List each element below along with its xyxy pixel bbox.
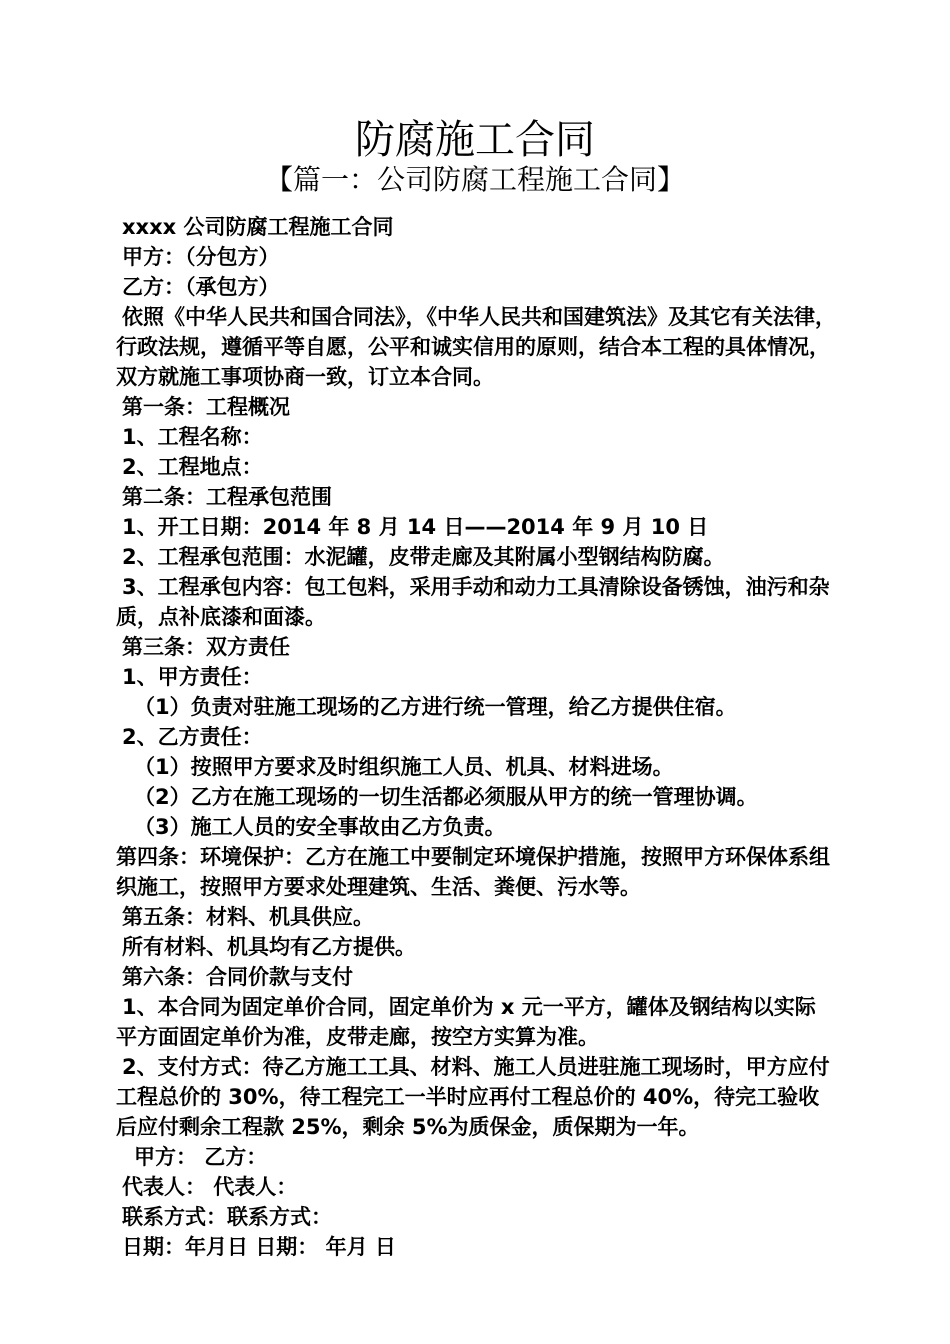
article-2-heading: 第二条：工程承包范围 [122, 485, 332, 509]
contract-body [116, 212, 836, 1262]
project-location-line: 2、工程地点： [122, 455, 263, 479]
signature-contact-line: 联系方式：联系方式： [122, 1205, 332, 1229]
document-subtitle: 【篇一：公司防腐工程施工合同】 [264, 163, 685, 196]
scope-line: 2、工程承包范围：水泥罐，皮带走廊及其附属小型钢结构防腐。 [122, 545, 725, 569]
document-title: 防腐施工合同 [355, 117, 595, 163]
party-b-line: 乙方：（承包方） [122, 275, 280, 299]
article-3-heading: 第三条：双方责任 [122, 635, 290, 659]
party-b-duty-item: （2）乙方在施工现场的一切生活都必须服从甲方的统一管理协调。 [134, 785, 758, 809]
article-1-heading: 第一条：工程概况 [122, 395, 290, 419]
contract-heading: xxxx 公司防腐工程施工合同 [122, 215, 394, 239]
supply-line: 所有材料、机具均有乙方提供。 [122, 935, 416, 959]
party-a-line: 甲方：（分包方） [122, 245, 280, 269]
content-paragraph: 3、工程承包内容：包工包料，采用手动和动力工具清除设备锈蚀，油污和杂质，点补底漆和面漆。 [116, 575, 830, 629]
signature-date-line: 日期：年月日 日期： 年月 日 [122, 1235, 396, 1259]
project-name-line: 1、工程名称： [122, 425, 263, 449]
party-a-duty-item: （1）负责对驻施工现场的乙方进行统一管理，给乙方提供住宿。 [134, 695, 737, 719]
signature-parties-line: 甲方： 乙方： [134, 1145, 268, 1169]
price-paragraph: 1、本合同为固定单价合同，固定单价为 x 元一平方，罐体及钢结构以实际平方面固定单价为准，皮带走廊，按空方实算为准。 [116, 995, 816, 1049]
preamble-paragraph: 依照《中华人民共和国合同法》，《中华人民共和国建筑法》及其它有关法律，行政法规，遵循平等自愿，公平和诚实信用的原则，结合本工程的具体情况，双方就施工事项协商一致，订立本合同。 [116, 305, 836, 389]
signature-representative-line: 代表人： 代表人： [122, 1175, 298, 1199]
article-4-paragraph: 第四条：环境保护：乙方在施工中要制定环境保护措施，按照甲方环保体系组织施工，按照甲方要求处理建筑、生活、粪便、污水等。 [116, 845, 830, 899]
article-5-heading: 第五条：材料、机具供应。 [122, 905, 374, 929]
party-a-duty-heading: 1、甲方责任： [122, 665, 263, 689]
party-b-duty-item: （3）施工人员的安全事故由乙方负责。 [134, 815, 506, 839]
party-b-duty-heading: 2、乙方责任： [122, 725, 263, 749]
article-6-heading: 第六条：合同价款与支付 [122, 965, 353, 989]
party-b-duty-item: （1）按照甲方要求及时组织施工人员、机具、材料进场。 [134, 755, 674, 779]
start-date-line: 1、开工日期：2014 年 8 月 14 日——2014 年 9 月 10 日 [122, 515, 709, 539]
payment-paragraph: 2、支付方式：待乙方施工工具、材料、施工人员进驻施工现场时，甲方应付工程总价的 30%，待工程完工一半时应再付工程总价的 40%，待完工验收后应付剩余工程款 25%，剩余 5%为质保金，质保期为一年。 [116, 1055, 830, 1139]
